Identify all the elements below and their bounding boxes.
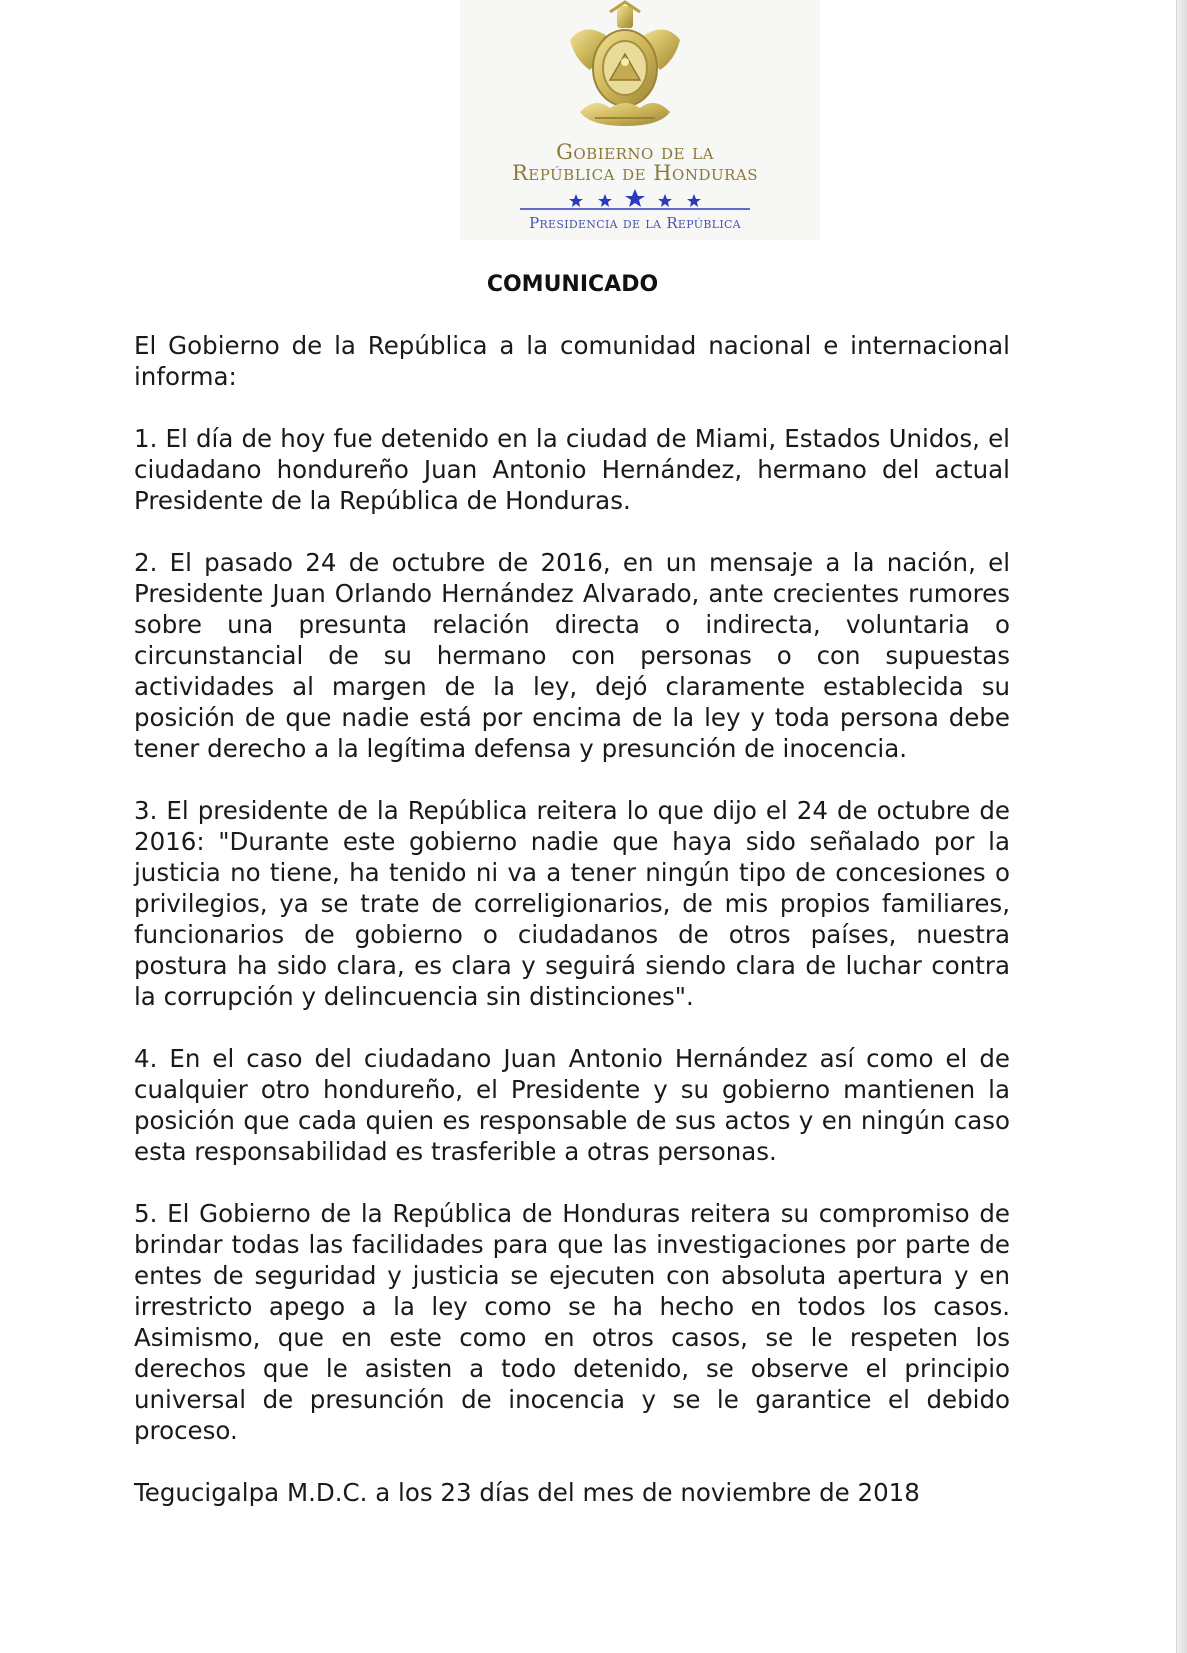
country-name-line: República de Honduras: [511, 161, 759, 185]
coat-of-arms-icon: [550, 0, 700, 140]
intro-paragraph: El Gobierno de la República a la comunidad nacional e internacional informa:: [134, 331, 1010, 391]
point-4: 4. En el caso del ciudadano Juan Antonio Hernández así como el de cualquier otro hondureño, el Presidente y su gobierno mantienen la posición que cada quien es responsable de sus actos y en ningún caso esta responsabilidad es trasferible a otras personas.: [134, 1044, 1010, 1166]
point-2: 2. El pasado 24 de octubre de 2016, en un mensaje a la nación, el Presidente Juan Orlando Hernández Alvarado, ante crecientes rumores sobre una presunta relación directa o indirecta, voluntaria o circunstancial de su hermano con personas o con supuestas actividades al margen de la ley, dejó claramente establecida su posición de que nadie está por encima de la ley y toda persona debe tener derecho a la legítima defensa y presunción de inocencia.: [134, 548, 1010, 763]
five-stars-icon: [520, 188, 750, 210]
document-body: [134, 330, 1010, 1539]
closing-date-line: Tegucigalpa M.D.C. a los 23 días del mes de noviembre de 2018: [134, 1478, 920, 1507]
document-title: COMUNICADO: [486, 272, 659, 297]
presidency-line: Presidencia de la República: [529, 214, 741, 232]
page-edge: [1176, 0, 1187, 1653]
point-3: 3. El presidente de la República reitera lo que dijo el 24 de octubre de 2016: "Durante este gobierno nadie que haya sido señalado por la justicia no tiene, ha tenido ni va a tener ningún tipo de concesiones o privilegios, ya se trate de correligionarios, de mis propios familiares, funcionarios de gobierno o ciudadanos de otros países, nuestra postura ha sido clara, es clara y seguirá siendo clara de luchar contra la corrupción y delincuencia sin distinciones".: [134, 796, 1010, 1011]
point-5: 5. El Gobierno de la República de Honduras reitera su compromiso de brindar todas las facilidades para que las investigaciones por parte de entes de seguridad y justicia se ejecuten con absoluta apertura y en irrestricto apego a la ley como se ha hecho en todos los casos. Asimismo, que en este como en otros casos, se le respeten los derechos que le asisten a todo detenido, se observe el principio universal de presunción de inocencia y se le garantice el debido proceso.: [134, 1199, 1010, 1445]
point-1: 1. El día de hoy fue detenido en la ciudad de Miami, Estados Unidos, el ciudadano hondureño Juan Antonio Hernández, hermano del actual Presidente de la República de Honduras.: [134, 424, 1010, 515]
letterhead: [460, 0, 820, 240]
government-name-line: Gobierno de la: [556, 140, 714, 164]
